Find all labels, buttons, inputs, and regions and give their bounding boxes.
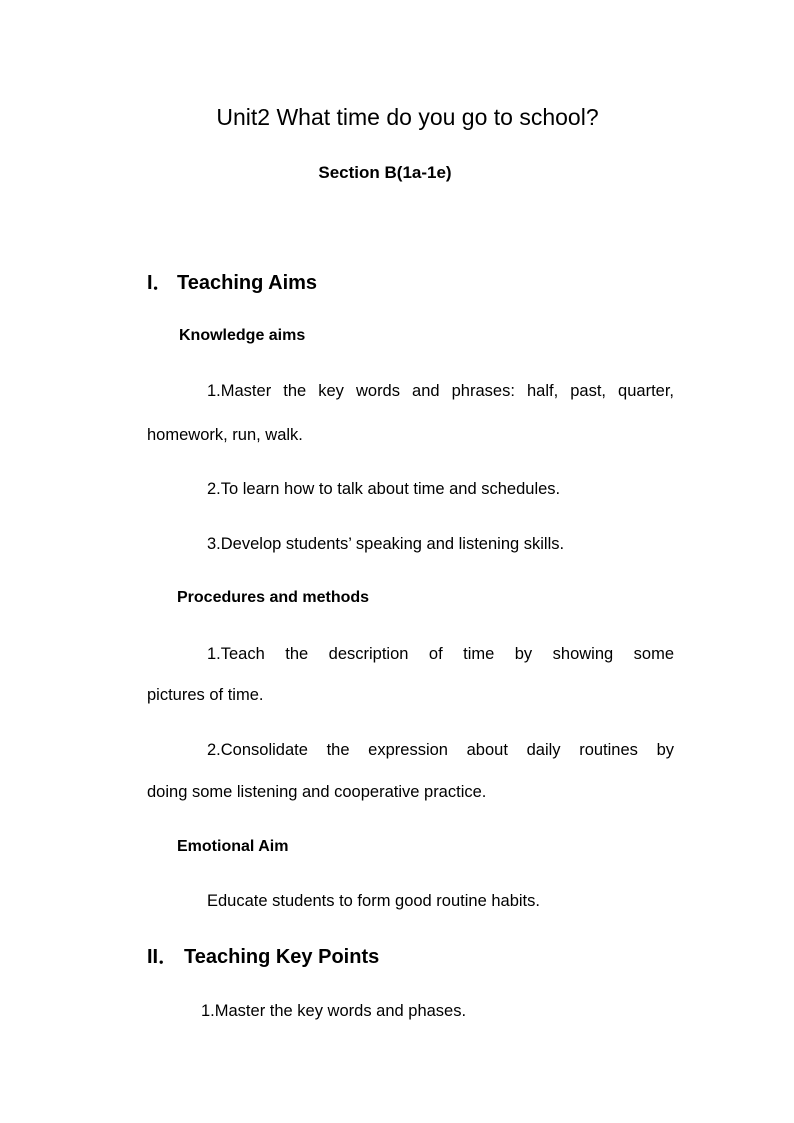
section-heading-2: Teaching Key Points (184, 946, 380, 968)
key-points-item-1: 1.Master the key words and phases. (201, 1002, 467, 1020)
section-heading-1: Teaching Aims (177, 272, 318, 294)
section-subtitle: Section B(1a-1e) (318, 163, 452, 182)
procedures-item-2-line-1: 2.Consolidate the expression about daily routines by (207, 741, 674, 759)
procedures-item-1-line-1: 1.Teach the description of time by showing some (207, 645, 674, 663)
heading-teaching-aims (147, 268, 317, 298)
section-number-2: II． (147, 946, 179, 968)
heading-teaching-key-points (147, 942, 379, 972)
knowledge-item-3: 3.Develop students’ speaking and listening skills. (207, 535, 565, 553)
emotional-item-1: Educate students to form good routine habits. (207, 892, 540, 910)
knowledge-item-2: 2.To learn how to talk about time and schedules. (207, 480, 561, 498)
subheading-procedures: Procedures and methods (177, 589, 370, 606)
subheading-emotional-aim: Emotional Aim (177, 838, 289, 855)
document-title: Unit2 What time do you go to school? (216, 104, 599, 130)
section-number-1: I． (147, 272, 173, 294)
procedures-item-2-line-2: doing some listening and cooperative practice. (147, 783, 487, 801)
knowledge-item-1-line-2: homework, run, walk. (147, 426, 303, 444)
procedures-item-1-line-2: pictures of time. (147, 686, 264, 704)
knowledge-item-1-line-1: 1.Master the key words and phrases: half, past, quarter, (207, 382, 674, 400)
subheading-knowledge-aims: Knowledge aims (179, 327, 306, 344)
